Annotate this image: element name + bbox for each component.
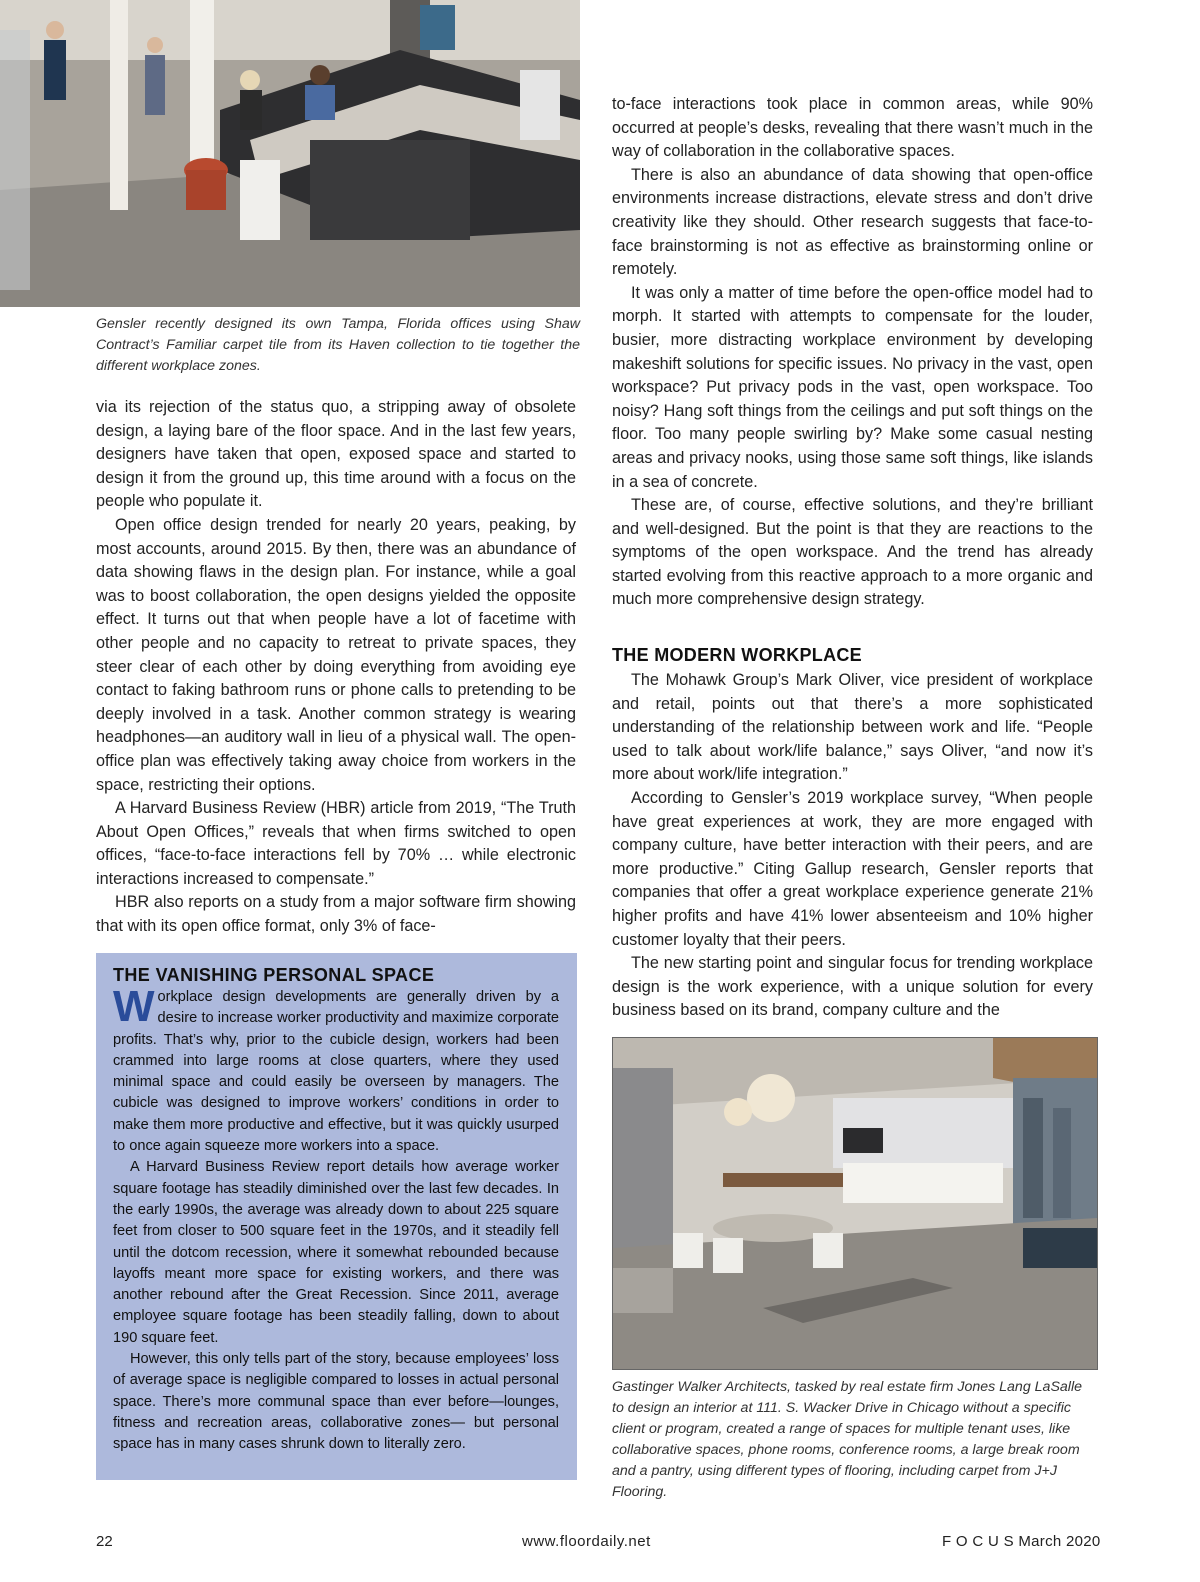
sidebar-body [113, 982, 559, 1456]
article-paragraph: According to Gensler’s 2019 workplace survey, “When people have great experiences at work, they are more engaged with company culture, have better interaction with their peers, and are more productive.” Citing Gallup research, Gensler reports that companies that offer a great workplace experience generate 21% higher profits and have 41% lower absenteeism and 10% higher customer loyalty that their peers. [612, 788, 1093, 949]
article-paragraph: to-face interactions took place in common areas, while 90% occurred at people’s desks, revealing that there wasn’t much in the way of collaboration in the collaborative spaces. [612, 95, 1093, 161]
photo-gensler-office [0, 0, 580, 307]
sidebar-title: THE VANISHING PERSONAL SPACE [113, 965, 435, 985]
article-right-column-bottom [612, 669, 1093, 1023]
caption-top-photo: Gensler recently designed its own Tampa, Florida offices using Shaw Contract’s Familiar carpet tile from its Haven collection to tie together the different workplace zones. [96, 316, 580, 374]
article-paragraph: The Mohawk Group’s Mark Oliver, vice president of workplace and retail, points out that there’s a more sophisticated understanding of the relationship between work and life. “People used to talk about work/life balance,” says Oliver, “and now it’s more about work/life integration.” [612, 671, 1093, 784]
article-paragraph: via its rejection of the status quo, a stripping away of obsolete design, a laying bare of the floor space. And in the last few years, designers have taken that open, exposed space and started to design it from the ground up, this time around with a focus on the people who populate it. [96, 398, 576, 511]
sidebar-dropcap: W [113, 982, 155, 1031]
article-paragraph: There is also an abundance of data showing that open-office environments increase distractions, elevate stress and don’t drive creativity like they should. Other research suggests that face-to-face brainstorming is not as effective as brainstorming online or remotely. [612, 165, 1093, 279]
photo-gensler-office-illustration [0, 0, 580, 307]
sidebar-vanishing-personal-space [96, 953, 577, 1480]
article-paragraph: HBR also reports on a study from a major software firm showing that with its open office format, only 3% of face- [96, 893, 576, 936]
article-paragraph: A Harvard Business Review (HBR) article from 2019, “The Truth About Open Offices,” reveals that when firms switched to open offices, “face-to-face interactions fell by 70% … while electronic interactions increased to compensate.” [96, 799, 576, 888]
sidebar-paragraph: A Harvard Business Review report details how average worker square footage has steadily diminished over the last few decades. In the early 1990s, the average was already down to about 225 square feet from closer to 500 square feet in the 1970s, and it steadily fell until the dotcom recession, where it somewhat rebounded because layoffs meant more space for existing workers, and there was another rebound after the Great Recession. Since 2011, average employee square footage has been steadily falling, down to about 190 square feet. [113, 1159, 559, 1346]
caption-bottom-photo: Gastinger Walker Architects, tasked by real estate firm Jones Lang LaSalle to design an interior at 111. S. Wacker Drive in Chicago without a specific client or program, created a range of spaces for multiple tenant uses, like collaborative spaces, phone rooms, conference rooms, a large break room and a pantry, using different types of flooring, including carpet from J+J Flooring. [612, 1379, 1082, 1500]
article-left-column [96, 396, 576, 939]
photo-wacker-drive-interior [612, 1037, 1098, 1370]
article-paragraph: The new starting point and singular focus for trending workplace design is the work experience, with a unique solution for every business based on its brand, company culture and the [612, 954, 1093, 1020]
sidebar-paragraph [113, 982, 559, 1157]
article-paragraph: These are, of course, effective solutions, and they’re brilliant and well-designed. But the point is that they are reactions to the symptoms of the open workspace. And the trend has already started evolving from this reactive approach to a more organic and much more comprehensive design strategy. [612, 496, 1093, 609]
section-heading-modern-workplace: THE MODERN WORKPLACE [612, 645, 862, 665]
article-paragraph: It was only a matter of time before the open-office model had to morph. It started with attempts to compensate for the louder, busier, more distracting workplace environment by developing makeshift solutions for specific issues. No privacy in the vast, open workspace? Put privacy pods in the vast, open workspace. Too noisy? Hang soft things from the ceilings and put soft things on the floor. Too many people swirling by? Make some casual nesting areas and privacy nooks, using those same soft things, like islands in a sea of concrete. [612, 283, 1093, 491]
sidebar-first-paragraph-text: orkplace design developments are generally driven by a desire to increase worker productivity and maximize corporate profits. That’s why, prior to the cubicle design, workers had been crammed into large rooms at close quarters, where they used minimal space and could easily be overseen by managers. The cubicle was designed to improve workers’ conditions in order to make them more productive and effective, but it was quickly usurped to once again squeeze more workers into a space. [113, 989, 559, 1155]
page-number: 22 [96, 1533, 113, 1550]
footer-issue: F O C U S March 2020 [942, 1533, 1101, 1550]
article-right-column-top [612, 93, 1093, 612]
photo-wacker-drive-illustration [613, 1038, 1097, 1369]
footer-url: www.floordaily.net [522, 1533, 651, 1550]
sidebar-paragraph: However, this only tells part of the story, because employees’ loss of average space is negligible compared to losses in actual personal space. There’s more communal space than ever before—lounges, fitness and recreation areas, collaborative zones— but personal space has in many cases shrunk down to literally zero. [113, 1351, 559, 1453]
article-paragraph: Open office design trended for nearly 20 years, peaking, by most accounts, around 2015. By then, there was an abundance of data showing flaws in the design plan. For instance, while a goal was to boost collaboration, the open designs yielded the opposite effect. It turns out that when people have a lot of facetime with other people and no capacity to retreat to private spaces, they steer clear of each other by doing everything from avoiding eye contact to faking bathroom runs or phone calls to pretending to be deeply involved in a task. Another common strategy is wearing headphones—an auditory wall in lieu of a physical wall. The open-office plan was effectively taking away choice from workers in the space, restricting their options. [96, 515, 576, 794]
